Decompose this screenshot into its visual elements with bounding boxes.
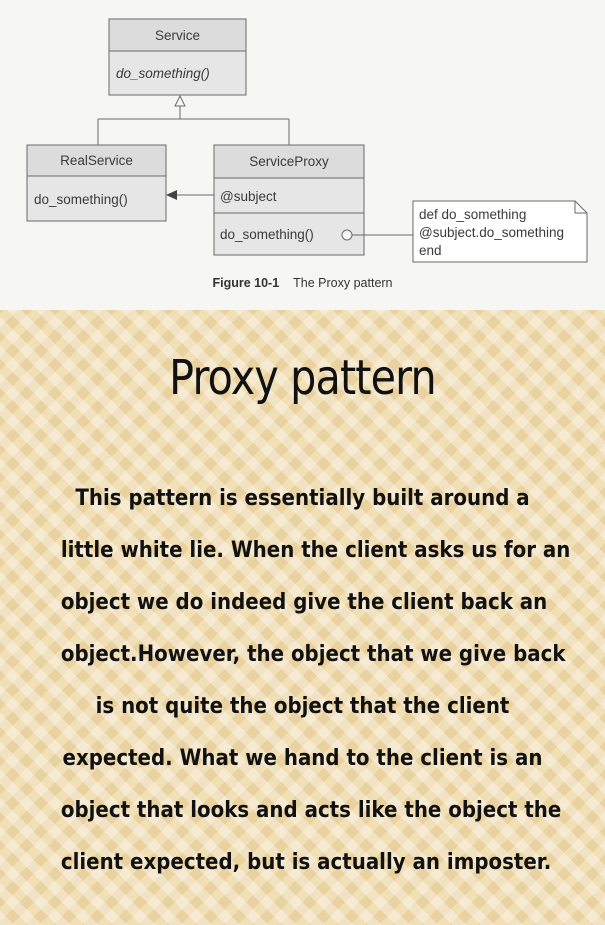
body-line: object that looks and acts like the object the <box>60 798 562 823</box>
implementation-note <box>413 201 587 262</box>
slide-body <box>34 473 571 889</box>
inheritance-arrowhead <box>175 96 185 106</box>
service-proxy-method: do_something() <box>220 227 314 242</box>
real-service-method: do_something() <box>34 192 128 207</box>
subject-association-arrow <box>166 190 214 200</box>
figure-caption <box>0 276 605 290</box>
figure-caption-text: The Proxy pattern <box>293 276 393 290</box>
note-line-2: @subject.do_something <box>419 225 565 240</box>
service-proxy-class-box <box>214 145 364 255</box>
body-line: client expected, but is actually an imposter. <box>60 850 552 875</box>
body-line: expected. What we hand to the client is an <box>62 746 543 771</box>
inheritance-connector <box>98 96 289 145</box>
figure-label: Figure 10-1 <box>212 276 280 290</box>
body-line: object we do indeed give the client back an <box>60 590 548 615</box>
real-service-class-name: RealService <box>60 153 133 168</box>
service-method: do_something() <box>116 66 210 81</box>
slide-title: Proxy pattern <box>169 350 436 406</box>
body-line: This pattern is essentially built around a <box>75 486 530 511</box>
service-proxy-attribute: @subject <box>220 189 277 204</box>
slide-text-panel <box>0 310 605 925</box>
note-line-1: def do_something <box>419 207 527 222</box>
body-line: little white lie. When the client asks us for an <box>60 538 571 563</box>
service-class-name: Service <box>154 28 201 43</box>
body-line: object.However, the object that we give back <box>60 642 566 667</box>
body-line: is not quite the object that the client <box>95 694 510 719</box>
service-class-box <box>109 19 246 95</box>
uml-diagram-area <box>0 0 605 310</box>
note-line-3: end <box>419 243 442 258</box>
real-service-class-box <box>27 145 166 221</box>
uml-class-diagram <box>0 0 605 310</box>
service-proxy-class-name: ServiceProxy <box>249 154 329 169</box>
